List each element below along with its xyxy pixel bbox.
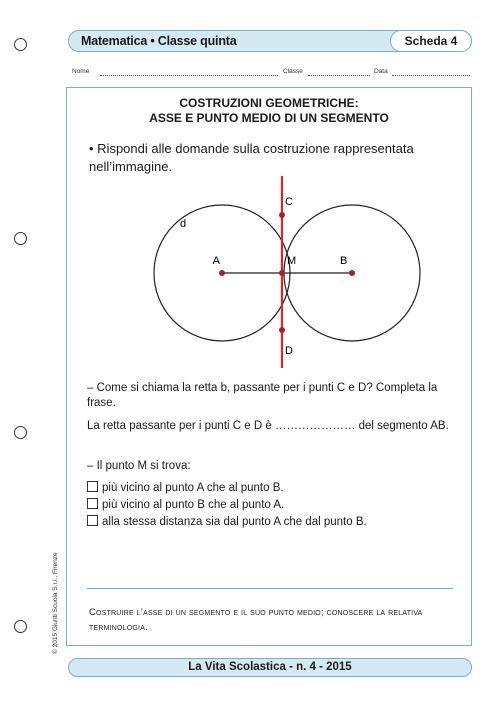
- label-circle-d: d: [180, 218, 187, 230]
- header-bar: [68, 30, 472, 52]
- option-label: alla stessa distanza sia dal punto A che dal punto B.: [102, 516, 367, 528]
- subject-title: Matematica • Classe quinta: [81, 34, 237, 48]
- label-c: C: [285, 196, 293, 208]
- label-b: B: [340, 255, 348, 267]
- checkbox[interactable]: [87, 481, 98, 492]
- point-b: [349, 270, 355, 276]
- binder-hole: [14, 38, 27, 51]
- copyright-notice: © 2015 Giunti Scuola S.r.l., Firenze: [52, 552, 59, 654]
- question-1-answer[interactable]: La retta passante per i punti C e D è ………………… del segmento AB.: [87, 420, 449, 432]
- binder-hole: [14, 426, 27, 439]
- point-a: [219, 270, 225, 276]
- date-label: Data: [374, 68, 388, 75]
- question-2: – Il punto M si trova:: [87, 460, 191, 472]
- label-m: M: [287, 255, 297, 267]
- option-row[interactable]: [87, 481, 457, 495]
- binder-hole: [14, 232, 27, 245]
- point-m: [279, 270, 285, 276]
- label-d: D: [285, 345, 293, 357]
- label-a: A: [212, 255, 220, 267]
- option-label: più vicino al punto B che al punto A.: [102, 499, 285, 511]
- class-field[interactable]: [308, 75, 370, 76]
- date-field[interactable]: [392, 75, 470, 76]
- footer-bar: La Vita Scolastica - n. 4 - 2015: [68, 658, 472, 677]
- instruction-text: • Rispondi alle domande sulla costruzione rappresentata nell’immagine.: [89, 141, 414, 174]
- sheet-number: Scheda 4: [390, 30, 472, 52]
- divider: [87, 588, 453, 589]
- name-label: Nome: [72, 68, 90, 75]
- binder-hole: [14, 620, 27, 633]
- option-label: più vicino al punto A che al punto B.: [102, 482, 284, 494]
- geometric-construction: [66, 87, 472, 377]
- question-1: – Come si chiama la retta b, passante per i punti C e D? Completa la frase.: [87, 382, 438, 409]
- learning-objective: Costruire l’asse di un segmento e il suo punto medio; conoscere la relativa terminologia.: [89, 607, 423, 633]
- point-d: [279, 327, 285, 333]
- title-line-2: ASSE E PUNTO MEDIO DI UN SEGMENTO: [149, 111, 389, 125]
- checkbox[interactable]: [87, 498, 98, 509]
- option-row[interactable]: [87, 515, 457, 529]
- student-fields: [72, 68, 472, 80]
- name-field[interactable]: [100, 75, 278, 76]
- checkbox[interactable]: [87, 515, 98, 526]
- option-row[interactable]: [87, 498, 457, 512]
- title-line-1: COSTRUZIONI GEOMETRICHE:: [179, 96, 359, 110]
- label-line: -: [280, 171, 284, 181]
- point-c: [279, 212, 285, 218]
- class-label: Classe: [283, 68, 303, 75]
